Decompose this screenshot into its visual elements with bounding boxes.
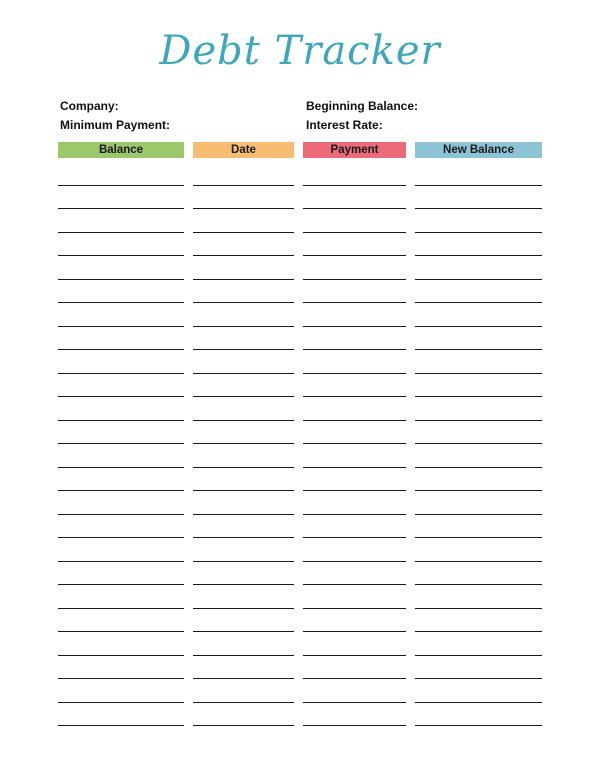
page-title: Debt Tracker bbox=[159, 28, 441, 74]
write-in-line bbox=[415, 679, 542, 703]
column-header-balance: Balance bbox=[58, 142, 184, 158]
new-balance-rows bbox=[415, 162, 542, 726]
write-in-line bbox=[303, 350, 406, 374]
write-in-line bbox=[303, 679, 406, 703]
write-in-line bbox=[303, 421, 406, 445]
beginning-balance-label: Beginning Balance: bbox=[306, 99, 419, 113]
write-in-line bbox=[58, 186, 184, 210]
date-column bbox=[193, 142, 294, 726]
write-in-line bbox=[193, 609, 294, 633]
write-in-line bbox=[415, 209, 542, 233]
write-in-line bbox=[58, 421, 184, 445]
write-in-line bbox=[193, 538, 294, 562]
write-in-line bbox=[303, 562, 406, 586]
interest-rate-label: Interest Rate: bbox=[306, 118, 383, 132]
write-in-line bbox=[415, 421, 542, 445]
write-in-line bbox=[58, 397, 184, 421]
write-in-line bbox=[193, 209, 294, 233]
write-in-line bbox=[58, 303, 184, 327]
write-in-line bbox=[58, 327, 184, 351]
date-rows bbox=[193, 162, 294, 726]
write-in-line bbox=[193, 374, 294, 398]
write-in-line bbox=[303, 444, 406, 468]
write-in-line bbox=[303, 303, 406, 327]
write-in-line bbox=[303, 632, 406, 656]
write-in-line bbox=[58, 233, 184, 257]
write-in-line bbox=[303, 515, 406, 539]
column-header-payment: Payment bbox=[303, 142, 406, 158]
write-in-line bbox=[58, 491, 184, 515]
write-in-line bbox=[58, 515, 184, 539]
write-in-line bbox=[415, 562, 542, 586]
write-in-line bbox=[193, 515, 294, 539]
write-in-line bbox=[303, 703, 406, 727]
write-in-line bbox=[58, 562, 184, 586]
write-in-line bbox=[193, 491, 294, 515]
write-in-line bbox=[415, 374, 542, 398]
write-in-line bbox=[58, 444, 184, 468]
write-in-line bbox=[193, 656, 294, 680]
write-in-line bbox=[415, 468, 542, 492]
new-balance-column bbox=[415, 142, 542, 726]
write-in-line bbox=[193, 562, 294, 586]
write-in-line bbox=[415, 609, 542, 633]
write-in-line bbox=[303, 209, 406, 233]
balance-column bbox=[58, 142, 184, 726]
write-in-line bbox=[303, 538, 406, 562]
write-in-line bbox=[415, 350, 542, 374]
write-in-line bbox=[303, 327, 406, 351]
write-in-line bbox=[415, 162, 542, 186]
write-in-line bbox=[415, 397, 542, 421]
write-in-line bbox=[415, 256, 542, 280]
write-in-line bbox=[303, 585, 406, 609]
write-in-line bbox=[58, 468, 184, 492]
write-in-line bbox=[415, 303, 542, 327]
write-in-line bbox=[58, 374, 184, 398]
write-in-line bbox=[58, 162, 184, 186]
write-in-line bbox=[58, 585, 184, 609]
company-label: Company: bbox=[60, 99, 119, 113]
write-in-line bbox=[303, 491, 406, 515]
write-in-line bbox=[303, 233, 406, 257]
write-in-line bbox=[193, 303, 294, 327]
write-in-line bbox=[415, 585, 542, 609]
write-in-line bbox=[415, 280, 542, 304]
write-in-line bbox=[58, 679, 184, 703]
write-in-line bbox=[58, 280, 184, 304]
write-in-line bbox=[303, 256, 406, 280]
write-in-line bbox=[193, 280, 294, 304]
write-in-line bbox=[58, 256, 184, 280]
write-in-line bbox=[303, 186, 406, 210]
payment-rows bbox=[303, 162, 406, 726]
write-in-line bbox=[58, 703, 184, 727]
write-in-line bbox=[415, 515, 542, 539]
write-in-line bbox=[415, 632, 542, 656]
write-in-line bbox=[58, 632, 184, 656]
write-in-line bbox=[58, 209, 184, 233]
write-in-line bbox=[415, 491, 542, 515]
write-in-line bbox=[58, 609, 184, 633]
write-in-line bbox=[193, 632, 294, 656]
write-in-line bbox=[415, 327, 542, 351]
payment-column bbox=[303, 142, 406, 726]
column-header-new-balance: New Balance bbox=[415, 142, 542, 158]
write-in-line bbox=[58, 538, 184, 562]
write-in-line bbox=[193, 186, 294, 210]
write-in-line bbox=[415, 186, 542, 210]
write-in-line bbox=[415, 656, 542, 680]
write-in-line bbox=[193, 256, 294, 280]
write-in-line bbox=[193, 327, 294, 351]
write-in-line bbox=[193, 421, 294, 445]
write-in-line bbox=[193, 233, 294, 257]
write-in-line bbox=[58, 656, 184, 680]
write-in-line bbox=[193, 397, 294, 421]
write-in-line bbox=[58, 350, 184, 374]
write-in-line bbox=[193, 350, 294, 374]
write-in-line bbox=[193, 679, 294, 703]
write-in-line bbox=[415, 703, 542, 727]
write-in-line bbox=[303, 374, 406, 398]
write-in-line bbox=[193, 703, 294, 727]
write-in-line bbox=[193, 585, 294, 609]
write-in-line bbox=[303, 609, 406, 633]
write-in-line bbox=[415, 444, 542, 468]
write-in-line bbox=[303, 397, 406, 421]
write-in-line bbox=[303, 468, 406, 492]
write-in-line bbox=[303, 280, 406, 304]
column-header-date: Date bbox=[193, 142, 294, 158]
write-in-line bbox=[303, 656, 406, 680]
write-in-line bbox=[193, 162, 294, 186]
minimum-payment-label: Minimum Payment: bbox=[60, 118, 171, 132]
balance-rows bbox=[58, 162, 184, 726]
write-in-line bbox=[303, 162, 406, 186]
write-in-line bbox=[415, 538, 542, 562]
write-in-line bbox=[193, 444, 294, 468]
write-in-line bbox=[415, 233, 542, 257]
write-in-line bbox=[193, 468, 294, 492]
